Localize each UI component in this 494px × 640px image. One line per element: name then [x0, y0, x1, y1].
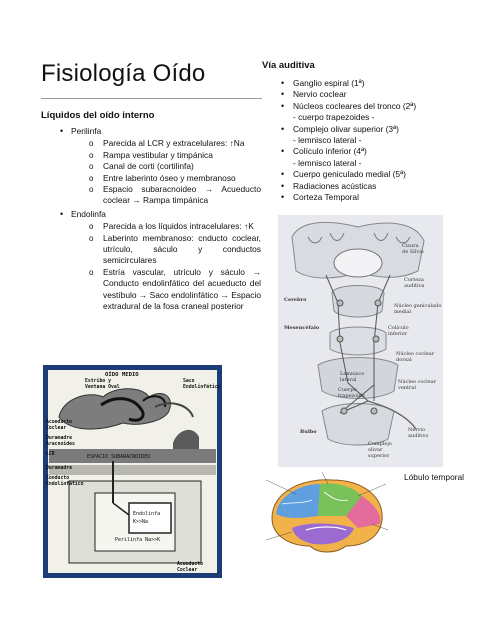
label-estribo: Estribo y	[85, 379, 111, 384]
label-lemnisco-2: lateral	[340, 377, 357, 383]
fluids-diagram	[43, 365, 222, 578]
perilinfa-item: o Canal de corti (cortilinfa)	[41, 161, 261, 172]
label-saco-2: Endolinfático	[183, 385, 221, 390]
label-saco-1: Saco	[183, 379, 195, 384]
label-duramadre-arac-1: Duramadre	[46, 436, 72, 441]
label-endolinfa-1: Endolinfa	[133, 511, 161, 517]
endolinfa-item: o Estría vascular, utrículo y sáculo → Conducto endolinfático del acueducto del vestíbulo → Saco endolinfático → Espacio extradural de la fosa craneal posterior	[41, 267, 261, 313]
auditory-pathway-diagram	[278, 215, 443, 467]
label-acueducto-2: Coclear	[46, 426, 67, 431]
label-conducto-1: Conducto	[46, 476, 70, 481]
label-ngm-1: Núcleo geniculado	[394, 303, 442, 309]
label-nervio-1: Nervio	[408, 427, 426, 433]
label-cisura-1: Cisura	[402, 243, 419, 249]
endolinfa-item: o Parecida a los líquidos intracelulares: ↑K	[41, 221, 261, 232]
via-item: • Corteza Temporal	[262, 192, 472, 203]
label-duramadre: Duramadre	[46, 466, 72, 471]
via-subitem: - lemnisco lateral -	[293, 135, 362, 146]
left-heading: Líquidos del oído interno	[41, 110, 155, 121]
via-item: • Cuerpo geniculado medial (5ª)	[262, 169, 472, 180]
via-item: • Complejo olivar superior (3ª)	[262, 124, 472, 135]
label-acueducto-b-2: Coclear	[177, 568, 198, 573]
label-cisura-2: de Silvio	[402, 249, 424, 255]
perilinfa-item: o Rampa vestibular y timpánica	[41, 150, 261, 161]
label-endolinfa-2: K>>Na	[133, 519, 149, 525]
label-coliculo-1: Colículo	[388, 325, 409, 331]
label-bulbo: Bulbo	[300, 429, 317, 435]
label-ngm-2: medial	[394, 309, 412, 315]
label-espacio: ESPACIO SUBARACNOIDEO	[87, 454, 151, 460]
label-ncv-1: Núcleo coclear	[398, 379, 437, 385]
via-list	[262, 78, 472, 203]
via-item: • Radiaciones acústicas	[262, 181, 472, 192]
brain-lobes-svg	[262, 470, 392, 562]
auditory-pathway-svg	[278, 215, 443, 467]
right-heading: Vía auditiva	[262, 60, 315, 71]
label-ncd-2: dorsal	[396, 357, 412, 363]
label-ncd-1: Núcleo coclear	[396, 351, 435, 357]
label-mesencefalo: Mesencéfalo	[284, 325, 320, 331]
label-trapezoide-2: trapezoide	[338, 393, 365, 399]
label-olivar-2: olivar	[368, 447, 383, 453]
title-divider	[41, 98, 262, 99]
label-cerebro: Cerebro	[284, 297, 307, 303]
endolinfa-item: o Laberinto membranoso: cnducto coclear, utrículo, sáculo y conductos semicirculares	[41, 233, 261, 267]
label-trapezoide-1: Cuerpo	[338, 387, 357, 393]
label-duramadre-arac-2: Aracnoides	[46, 442, 75, 447]
label-oido-medio: OÍDO MEDIO	[105, 372, 139, 378]
label-olivar-3: superior	[368, 453, 390, 459]
label-corteza-2: auditiva	[404, 283, 425, 289]
via-item: • Colículo inferior (4ª)	[262, 146, 472, 157]
label-olivar-1: Complejo	[368, 441, 392, 447]
fluids-diagram-svg	[43, 365, 222, 578]
via-subitem: - lemnisco lateral -	[293, 157, 362, 168]
label-ventana: Ventana Oval	[85, 385, 120, 390]
label-perilinfa: Perilinfa Na>>K	[115, 537, 161, 543]
perilinfa-item: o Entre laberinto óseo y membranoso	[41, 173, 261, 184]
label-lcr: LCR	[46, 452, 55, 457]
label-lemnisco-1: Lemnisco	[340, 371, 365, 377]
label-conducto-2: Endolinfático	[46, 482, 84, 487]
perilinfa-label: • Perilinfa	[41, 126, 261, 137]
perilinfa-item: o Parecida al LCR y extracelulares: ↑Na	[41, 138, 261, 149]
liquids-list	[41, 126, 261, 313]
page-title: Fisiología Oído	[41, 60, 206, 87]
label-corteza-1: Corteza	[404, 277, 424, 283]
endolinfa-label: • Endolinfa	[41, 209, 261, 220]
label-acueducto-1: Acueducto	[46, 420, 72, 425]
label-acueducto-b-1: Acueducto	[177, 562, 203, 567]
label-coliculo-2: inferior	[388, 331, 408, 337]
lobulo-caption: Lóbulo temporal	[403, 472, 465, 482]
label-ncv-2: ventral	[398, 385, 416, 391]
label-nervio-2: auditivo	[408, 433, 429, 439]
brain-lobes-image	[262, 470, 392, 562]
via-subitem: - cuerpo trapezoides -	[293, 112, 375, 123]
perilinfa-item: o Espacio subaracnoideo → Acueducto coclear → Rampa timpánica	[41, 184, 261, 207]
via-item: • Ganglio espiral (1ª)	[262, 78, 472, 89]
via-item: • Nervio coclear	[262, 89, 472, 100]
via-item: • Núcleos cocleares del tronco (2ª)	[262, 101, 472, 112]
